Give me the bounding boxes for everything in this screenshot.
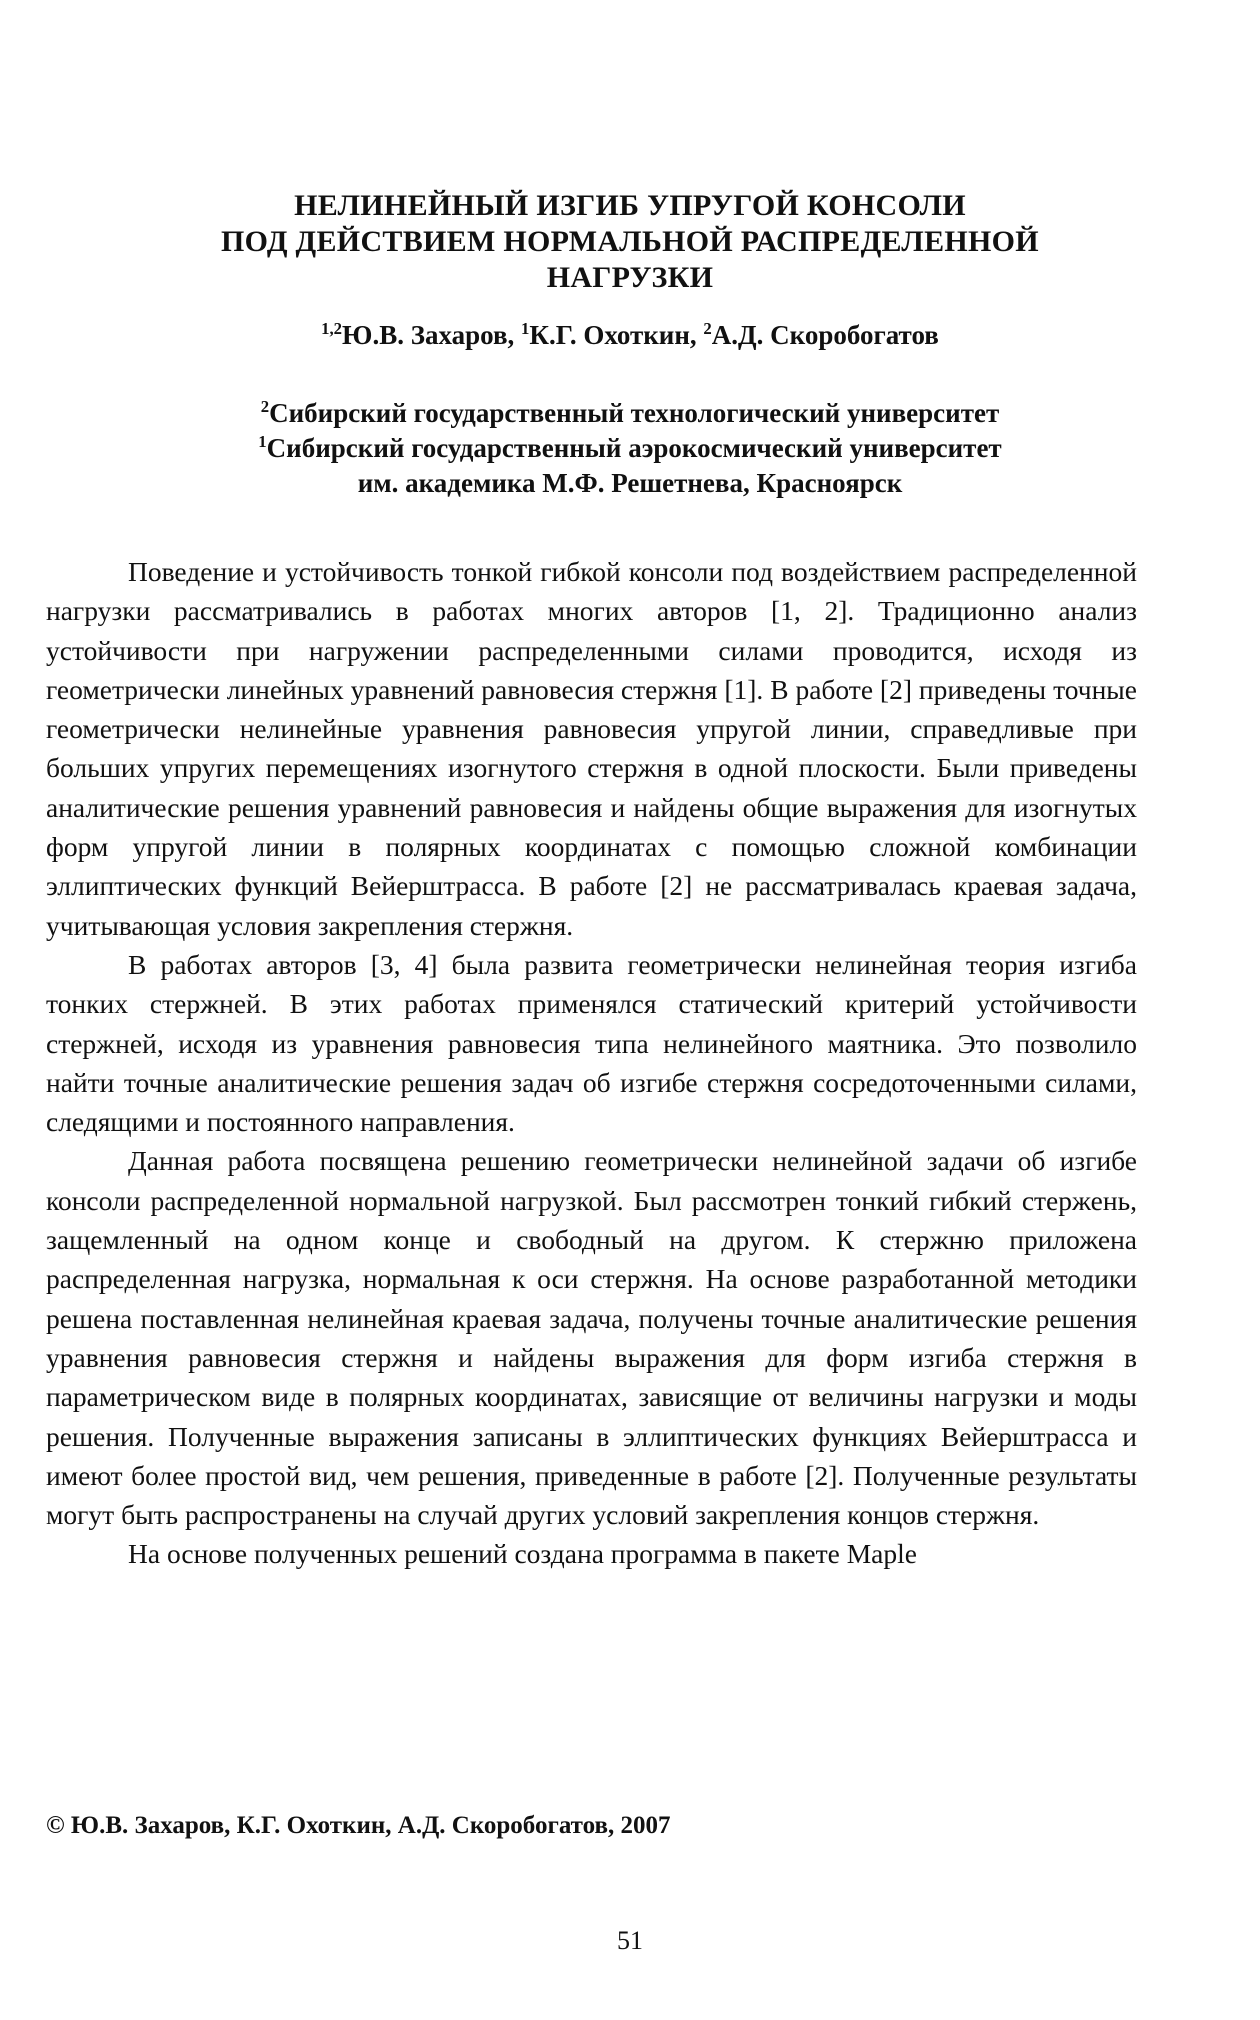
author	[521, 320, 703, 350]
title-line: НАГРУЗКИ	[546, 261, 714, 294]
author	[703, 320, 938, 350]
affiliation-list	[180, 396, 1080, 501]
title-line: НЕЛИНЕЙНЫЙ ИЗГИБ УПРУГОЙ КОНСОЛИ	[294, 189, 966, 222]
author-name: К.Г. Охоткин	[529, 320, 690, 350]
affiliation	[180, 396, 1080, 431]
affiliation	[180, 431, 1080, 466]
author-name: Ю.В. Захаров	[342, 320, 508, 350]
author-list	[180, 318, 1080, 352]
author-name: А.Д. Скоробогатов	[711, 320, 939, 350]
affiliation-text: Сибирский государственный технологический университет	[269, 398, 1000, 428]
author-affiliation-mark: 1	[521, 319, 530, 338]
paragraph: На основе полученных решений создана программа в пакете Maple	[128, 1538, 917, 1570]
affiliation-text: им. академика М.Ф. Решетнева, Красноярск	[357, 468, 903, 498]
author-separator: ,	[507, 320, 522, 350]
affiliation-mark: 2	[260, 397, 270, 416]
affiliation	[180, 466, 1080, 501]
affiliation-mark: 1	[258, 432, 267, 451]
affiliation-text: Сибирский государственный аэрокосмический университет	[266, 433, 1002, 463]
paragraph: В работах авторов [3, 4] была развита геометрически нелинейная теория изгиба тонких стержней. В этих работах применялся статический критерий устойчивости стержней, исходя из уравнения равновесия типа нелинейного маятника. Это позволило найти точные аналитические решения задач об изгибе стержня сосредоточенными силами, следящими и постоянного направления.	[46, 948, 1137, 1138]
paragraph: Поведение и устойчивость тонкой гибкой консоли под воздействием распределенной нагрузки рассматривались в работах многих авторов [1, 2]. Традиционно анализ устойчивости при нагружении распределенными силами проводится, исходя из геометрически линейных уравнений равновесия стержня [1]. В работе [2] приведены точные геометрически нелинейные уравнения равновесия упругой линии, справедливые при больших упругих перемещениях изогнутого стержня в одной плоскости. Были приведены аналитические решения уравнений равновесия и найдены общие выражения для изогнутых форм упругой линии в полярных координатах с помощью сложной комбинации эллиптических функций Вейерштрасса. В работе [2] не рассматривалась краевая задача, учитывающая условия закрепления стержня.	[46, 556, 1137, 941]
author-separator: ,	[689, 320, 704, 350]
paragraph: Данная работа посвящена решению геометрически нелинейной задачи об изгибе консоли распределенной нормальной нагрузкой. Был рассмотрен тонкий гибкий стержень, защемленный на одном конце и свободный на другом. К стержню приложена распределенная нагрузка, нормальная к оси стержня. На основе разработанной методики решена поставленная нелинейная краевая задача, получены точные аналитические решения уравнения равновесия стержня и найдены выражения для форм изгиба стержня в параметрическом виде в полярных координатах, зависящие от величины нагрузки и моды решения. Полученные выражения записаны в эллиптических функциях Вейерштрасса и имеют более простой вид, чем решения, приведенные в работе [2]. Полученные результаты могут быть распространены на случай других условий закрепления концов стержня.	[46, 1145, 1137, 1531]
paper-title	[180, 188, 1080, 296]
body-text	[46, 552, 1137, 1574]
title-line: ПОД ДЕЙСТВИЕМ НОРМАЛЬНОЙ РАСПРЕДЕЛЕННОЙ	[221, 225, 1039, 258]
author-affiliation-mark: 1,2	[321, 319, 343, 338]
copyright-notice: © Ю.В. Захаров, К.Г. Охоткин, А.Д. Скоробогатов, 2007	[46, 1812, 671, 1839]
author-affiliation-mark: 2	[703, 319, 712, 338]
page-number: 51	[617, 1926, 643, 1955]
author	[321, 320, 521, 350]
